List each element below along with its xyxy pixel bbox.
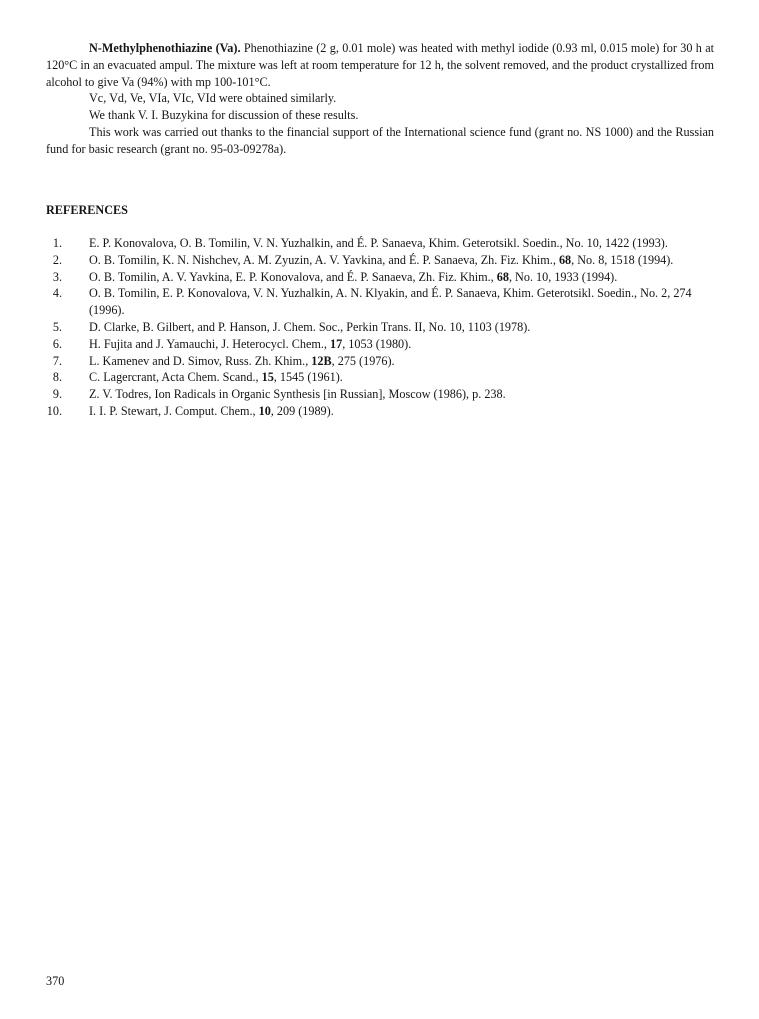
reference-text: E. P. Konovalova, O. B. Tomilin, V. N. Yuzhalkin, and É. P. Sanaeva, Khim. Geterotsikl. Soedin., No. 10, 1422 (1993).: [89, 236, 668, 250]
paragraph-thanks: We thank V. I. Buzykina for discussion of these results.: [89, 108, 359, 123]
reference-text: L. Kamenev and D. Simov, Russ. Zh. Khim., 12B, 275 (1976).: [89, 353, 395, 368]
reference-item: [46, 369, 714, 386]
reference-number: 4.: [52, 286, 62, 301]
reference-number: 10.: [46, 403, 62, 418]
page-number: 370: [46, 974, 65, 988]
reference-number: 1.: [52, 236, 62, 250]
references-heading: REFERENCES: [46, 203, 128, 217]
reference-text: I. I. P. Stewart, J. Comput. Chem., 10, 209 (1989).: [89, 403, 334, 418]
reference-number: 3.: [52, 269, 62, 284]
reference-text: O. B. Tomilin, E. P. Konovalova, V. N. Yuzhalkin, A. N. Klyakin, and É. P. Sanaeva, Khim. Geterotsikl. Soedin., No. 2, 274 (1996).: [89, 286, 692, 318]
reference-number: 7.: [52, 353, 62, 368]
reference-number: 2.: [52, 252, 62, 267]
reference-text: C. Lagercrant, Acta Chem. Scand., 15, 1545 (1961).: [89, 370, 343, 385]
reference-item: [46, 336, 714, 353]
reference-text: O. B. Tomilin, A. V. Yavkina, E. P. Konovalova, and É. P. Sanaeva, Zh. Fiz. Khim., 68, No. 10, 1933 (1994).: [89, 269, 618, 284]
compound-heading: N-Methylphenothiazine (Va).: [89, 41, 241, 55]
reference-item: [46, 235, 714, 252]
reference-text: D. Clarke, B. Gilbert, and P. Hanson, J. Chem. Soc., Perkin Trans. II, No. 10, 1103 (1978).: [89, 319, 531, 334]
reference-item: [46, 252, 714, 269]
paragraph-synthesis: [46, 40, 714, 90]
reference-item: [46, 403, 714, 420]
reference-item: [46, 386, 714, 403]
references-list: [46, 235, 714, 420]
experimental-text: [46, 40, 714, 158]
reference-item: [46, 319, 714, 336]
reference-item: [46, 269, 714, 286]
paragraph-funding: This work was carried out thanks to the financial support of the International science fund (grant no. NS 1000) and the Russian fund for basic research (grant no. 95-03-09278a).: [46, 124, 714, 156]
reference-number: 5.: [52, 319, 62, 334]
reference-text: H. Fujita and J. Yamauchi, J. Heterocycl. Chem., 17, 1053 (1980).: [89, 336, 412, 351]
reference-number: 9.: [52, 387, 62, 402]
reference-item: [46, 353, 714, 370]
reference-item: [46, 285, 714, 319]
paragraph-similar-compounds: Vc, Vd, Ve, VIa, VIc, VId were obtained similarly.: [89, 91, 337, 106]
synthesis-text: Phenothiazine (2 g, 0.01 mole) was heated with methyl iodide (0.93 ml, 0.015 mole) for 30 h at 120°C in an evacuated ampul. The mixture was left at room temperature for 12 h, the solvent removed, and the product crystallized from alcohol to give Va (94%) with mp 100-101°C.: [46, 41, 714, 89]
reference-text: Z. V. Todres, Ion Radicals in Organic Synthesis [in Russian], Moscow (1986), p. 238.: [89, 387, 506, 402]
reference-number: 8.: [52, 370, 62, 385]
reference-number: 6.: [52, 336, 62, 351]
reference-text: O. B. Tomilin, K. N. Nishchev, A. M. Zyuzin, A. V. Yavkina, and É. P. Sanaeva, Zh. Fiz. Khim., 68, No. 8, 1518 (1994).: [89, 252, 674, 267]
